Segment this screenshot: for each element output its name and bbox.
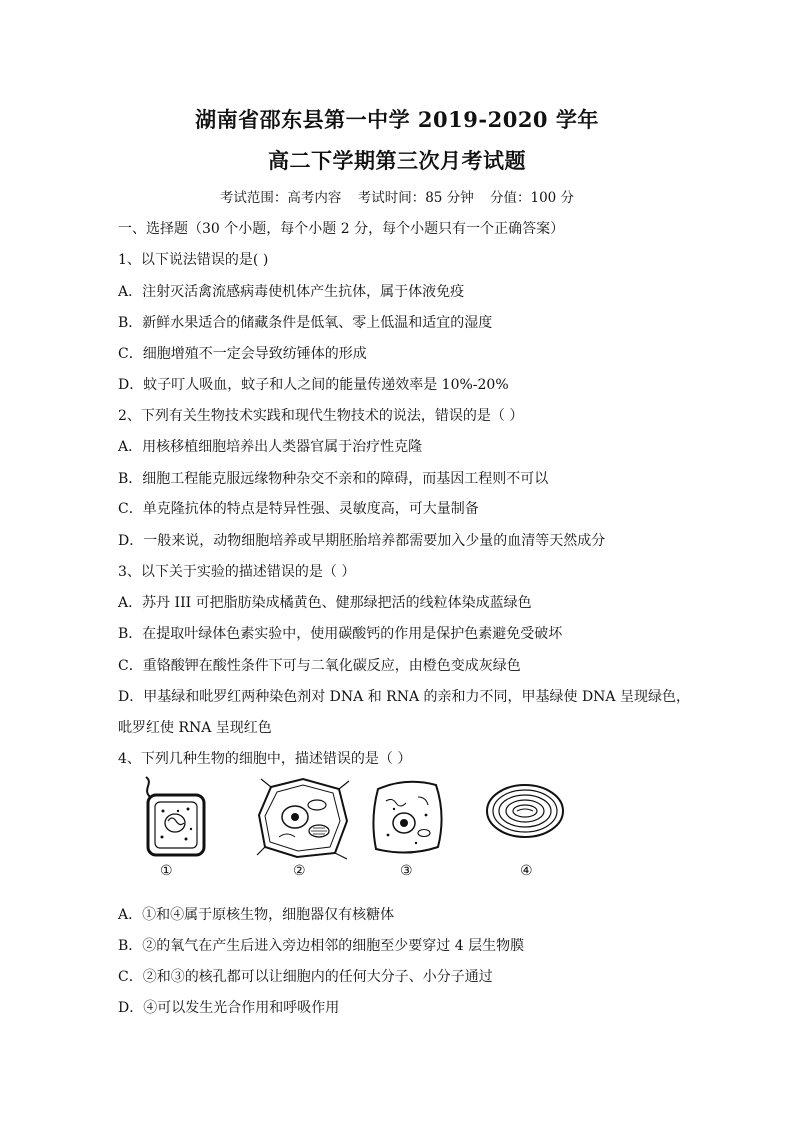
- question-2-option-b: B．细胞工程能克服远缘物种杂交不亲和的障碍，而基因工程则不可以: [118, 471, 549, 487]
- cell-figures: [118, 775, 578, 885]
- section-heading: 一、选择题（30 个小题，每个小题 2 分，每个小题只有一个正确答案）: [118, 221, 565, 237]
- exam-title-line2: 高二下学期第三次月考试题: [268, 148, 526, 173]
- exam-meta: [0, 186, 794, 206]
- question-2-option-a: A．用核移植细胞培养出人类器官属于治疗性克隆: [118, 439, 423, 455]
- figure-4-cell: [483, 775, 567, 845]
- exam-scope: 考试范围：高考内容: [219, 190, 342, 206]
- question-1-option-c: C．细胞增殖不一定会导致纺锤体的形成: [118, 346, 367, 362]
- question-3-option-a: A．苏丹 III 可把脂肪染成橘黄色、健那绿把活的线粒体染成蓝绿色: [118, 595, 532, 611]
- question-1-option-a: A．注射灭活禽流感病毒使机体产生抗体，属于体液免疫: [118, 284, 465, 300]
- question-3-stem: 3、以下关于实验的描述错误的是（ ）: [118, 564, 356, 580]
- question-4-stem: 4、下列几种生物的细胞中，描述错误的是（ ）: [118, 751, 412, 767]
- figure-3-cell: [368, 775, 448, 860]
- question-4-option-b: B．②的氧气在产生后进入旁边相邻的细胞至少要穿过 4 层生物膜: [118, 938, 525, 954]
- question-4-option-a: A．①和④属于原核生物，细胞器仅有核糖体: [118, 907, 395, 923]
- question-4-option-d: D．④可以发生光合作用和呼吸作用: [118, 1000, 340, 1016]
- question-1-option-d: D．蚊子叮人吸血，蚊子和人之间的能量传递效率是 10%-20%: [118, 377, 509, 393]
- question-4-option-c: C．②和③的核孔都可以让细胞内的任何大分子、小分子通过: [118, 969, 493, 985]
- figure-1-label: ①: [160, 863, 173, 879]
- question-2-stem: 2、下列有关生物技术实践和现代生物技术的说法，错误的是（ ）: [118, 408, 524, 424]
- figure-4-label: ④: [520, 863, 533, 879]
- exam-duration: 考试时间：85 分钟: [357, 190, 474, 206]
- question-3-option-d-cont: 吡罗红使 RNA 呈现红色: [118, 720, 272, 736]
- question-3-option-b: B．在提取叶绿体色素实验中，使用碳酸钙的作用是保护色素避免受破坏: [118, 626, 563, 642]
- figure-2-cell: [253, 775, 353, 860]
- exam-title-line1: 湖南省邵东县第一中学 2019-2020 学年: [195, 107, 599, 132]
- question-1-stem: 1、以下说法错误的是( ): [118, 252, 269, 268]
- question-2-option-d: D．一般来说，动物细胞培养或早期胚胎培养都需要加入少量的血清等天然成分: [118, 533, 606, 549]
- question-2-option-c: C．单克隆抗体的特点是特异性强、灵敏度高，可大量制备: [118, 501, 479, 517]
- exam-score: 分值：100 分: [490, 190, 575, 206]
- question-3-option-d: D．甲基绿和吡罗红两种染色剂对 DNA 和 RNA 的亲和力不同，甲基绿使 DNA 呈现绿色，: [118, 689, 690, 705]
- figure-3-label: ③: [400, 863, 413, 879]
- question-1-option-b: B．新鲜水果适合的储藏条件是低氧、零上低温和适宜的湿度: [118, 315, 493, 331]
- question-3-option-c: C．重铬酸钾在酸性条件下可与二氧化碳反应，由橙色变成灰绿色: [118, 658, 521, 674]
- figure-1-cell: [128, 775, 208, 860]
- figure-2-label: ②: [293, 863, 306, 879]
